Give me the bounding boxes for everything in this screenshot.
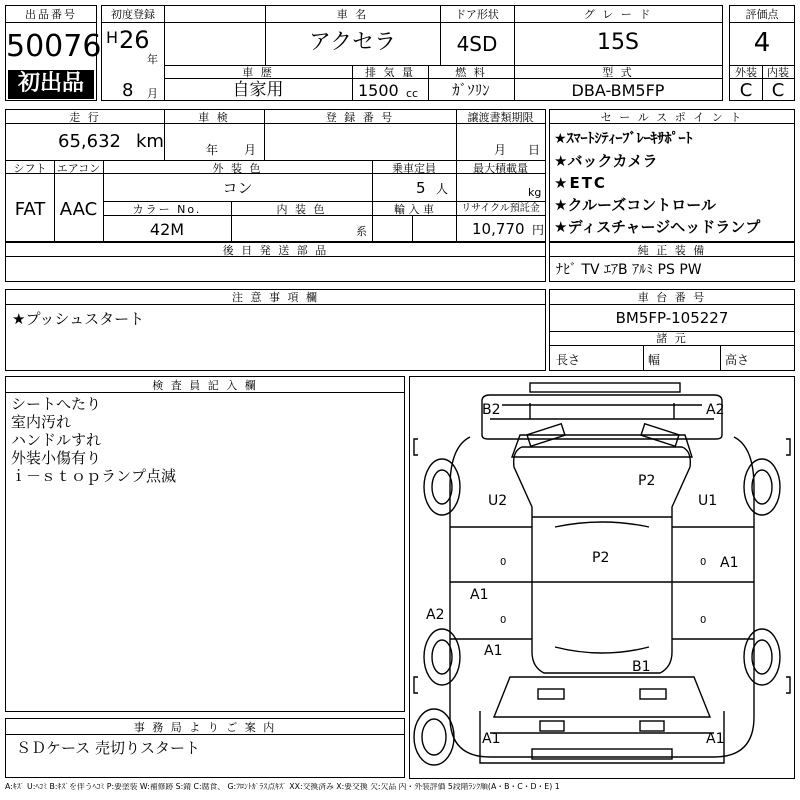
specs-box (5, 109, 546, 242)
first-listing-badge (8, 70, 94, 99)
km-unit: km (136, 131, 164, 152)
zero-mark-left-1: 0 (500, 557, 507, 568)
fuel: ｶﾞｿﾘﾝ (452, 81, 490, 99)
grade-label: グ レ ー ド (583, 8, 653, 21)
first-listing-label: 初出品 (17, 71, 84, 96)
later-parts-label: 後 日 発 送 部 品 (222, 244, 329, 257)
history: 自家用 (232, 80, 284, 100)
fuel-label: 燃 料 (455, 66, 487, 79)
body-outline (450, 437, 754, 757)
wheel-rear-right (744, 629, 780, 685)
shift: FAT (14, 199, 46, 220)
width-label: 幅 (648, 353, 661, 367)
wheel-rear-left (424, 629, 460, 685)
ac: AAC (59, 199, 98, 220)
recycle-unit: 円 (532, 223, 545, 237)
recycle-label: リサイクル預託金 (461, 203, 540, 214)
int-grade: C (771, 80, 785, 101)
zero-mark-right-1: 0 (700, 557, 707, 568)
sales-point-2: ★バックカメラ (554, 152, 658, 170)
score-box (729, 5, 795, 101)
displacement-label: 排 気 量 (365, 66, 415, 79)
inspector-line-5: ｉ－ｓｔｏｐランプ点滅 (11, 467, 177, 485)
score: 4 (753, 28, 771, 58)
spare-wheel (414, 709, 454, 765)
zero-mark-right-2: 0 (700, 615, 707, 626)
car-name-label: 車 名 (336, 8, 369, 21)
sales-point-5: ★ディスチャージヘッドランプ (554, 218, 761, 236)
shift-label: シフト (13, 162, 47, 175)
inspector-line-4: 外装小傷有り (11, 449, 102, 467)
color-no: 42M (149, 220, 185, 239)
ac-label: エアコン (56, 162, 101, 175)
car-name: アクセラ (308, 30, 397, 55)
genuine-box (549, 242, 795, 282)
dims-label: 諸 元 (656, 332, 688, 345)
mark-b2-front-left: B2 (482, 402, 501, 418)
office-label: 事 務 局 よ り ご 案 内 (133, 721, 277, 734)
mark-u1-fender-right: U1 (698, 493, 718, 509)
mileage-label: 走 行 (69, 111, 101, 124)
ext-color-label: 外 装 色 (212, 162, 263, 175)
sales-point-4: ★クルーズコントロール (554, 196, 716, 214)
front-bumper-strip (530, 383, 680, 392)
capacity: 5 (416, 179, 426, 197)
mileage: 65,632 (58, 131, 121, 152)
inspector-label: 検 査 員 記 入 欄 (152, 379, 258, 392)
regno-label: 登 録 番 号 (325, 111, 395, 124)
office-value: ＳＤケース 売切りスタート (16, 739, 201, 757)
door-label: ドア形状 (455, 8, 499, 21)
ext-color: コン (222, 179, 253, 197)
notes-value: ★プッシュスタート (12, 310, 145, 328)
displacement: 1500 (358, 81, 399, 100)
mark-a2-front-right: A2 (706, 402, 725, 418)
transfer-label: 譲渡書類期限 (467, 111, 534, 124)
legend-text: A:ｷｽﾞ U:ﾍｺﾐ B:ｷｽﾞを伴うﾍｺﾐ P:要塗装 W:補修跡 S:錆 C:腐食、 G:ﾌﾛﾝﾄｶﾞﾗｽ点ｷｽﾞ XX:交換済み X:要交換 欠:欠品 内・外装評価 5段階ﾗﾝｸ順(A・B・C・D・E) 1 (5, 783, 560, 791)
length-label: 長さ (556, 353, 581, 367)
model: DBA-BM5FP (571, 81, 665, 100)
import-label: 輸 入 車 (394, 203, 434, 216)
ext-grade: C (739, 80, 753, 101)
car-diagram (410, 377, 794, 778)
rear-window-outline (494, 677, 710, 717)
model-label: 型 式 (602, 66, 634, 79)
sales-points-box (549, 109, 795, 242)
chassis-box (549, 289, 795, 371)
office-box (5, 718, 405, 778)
inspection-year-unit: 年 (206, 143, 219, 157)
mark-a1-door-left: A1 (470, 587, 489, 603)
lot-number-label: 出品番号 (25, 8, 77, 21)
year-unit: 年 (147, 53, 158, 66)
inspector-line-2: 室内汚れ (11, 413, 72, 431)
recycle: 10,770 (472, 220, 525, 238)
inspection-month-unit: 月 (244, 143, 257, 157)
later-parts-box (5, 242, 546, 282)
color-no-label: カラー No. (132, 203, 202, 216)
transfer-month-unit: 月 (494, 143, 507, 157)
door: 4SD (456, 32, 498, 56)
inspector-box (5, 376, 405, 712)
zero-mark-left-2: 0 (500, 615, 507, 626)
sales-point-1: ★ｽﾏｰﾄｼﾃｨｰﾌﾞﾚｰｷｻﾎﾟｰﾄ (554, 131, 693, 147)
genuine-label: 純 正 装 備 (637, 244, 707, 257)
mark-u2-fender-left: U2 (488, 493, 508, 509)
rear-lamp-right (640, 689, 666, 699)
ext-grade-label: 外装 (735, 66, 757, 79)
capacity-label: 乗車定員 (392, 162, 436, 175)
inspection-label: 車 検 (198, 111, 230, 124)
int-color-unit: 系 (356, 225, 367, 238)
sales-points-label: セ ー ル ス ポ イ ン ト (600, 111, 744, 124)
vehicle-header-box (101, 5, 723, 101)
month-unit: 月 (147, 87, 158, 100)
height-label: 高さ (725, 353, 750, 367)
damage-diagram-box (409, 376, 795, 779)
load-unit: kg (528, 186, 542, 199)
load-label: 最大積載量 (473, 162, 528, 175)
reg-label: 初度登録 (111, 8, 155, 21)
mark-b1-trunk: B1 (632, 659, 651, 675)
cc-unit: cc (406, 87, 419, 100)
inspector-line-3: ハンドルすれ (11, 431, 102, 449)
chassis-label: 車 台 番 号 (637, 291, 707, 304)
notes-box (5, 289, 546, 371)
reg-month: 8 (122, 80, 134, 101)
wheel-front-left (424, 459, 460, 515)
mark-a1-bumper-right: A1 (706, 731, 725, 747)
windshield-outline (512, 435, 692, 457)
int-grade-label: 内装 (767, 66, 789, 79)
era: H (106, 28, 119, 47)
rear-lamp-left (538, 689, 564, 699)
score-label: 評価点 (745, 8, 779, 21)
mark-a2-quarter-left: A2 (426, 607, 445, 623)
reg-year: 26 (119, 26, 150, 54)
mark-a1-door-right: A1 (720, 555, 739, 571)
history-label: 車 歴 (242, 66, 274, 79)
grade: 15S (597, 30, 639, 55)
mark-a1-bumper-left: A1 (482, 731, 501, 747)
lot-number: 50076 (6, 29, 102, 64)
wheel-front-right (744, 459, 780, 515)
hood-outline (482, 395, 725, 439)
int-color-label: 内 装 色 (276, 203, 327, 216)
sales-point-3: ★ETC (554, 174, 607, 192)
mark-a1-rear-left: A1 (484, 643, 503, 659)
mark-p2-hood: P2 (638, 473, 656, 489)
lot-number-box (5, 5, 102, 101)
genuine-value: ﾅﾋﾞ TV ｴｱB ｱﾙﾐ PS PW (556, 262, 702, 278)
rear-bumper-outline (480, 711, 724, 763)
mark-p2-roof: P2 (592, 550, 610, 566)
inspector-line-1: シートへたり (11, 395, 102, 413)
notes-label: 注 意 事 項 欄 (232, 291, 319, 304)
capacity-unit: 人 (436, 182, 449, 196)
transfer-day-unit: 日 (528, 143, 541, 157)
chassis-number: BM5FP-105227 (615, 309, 729, 327)
